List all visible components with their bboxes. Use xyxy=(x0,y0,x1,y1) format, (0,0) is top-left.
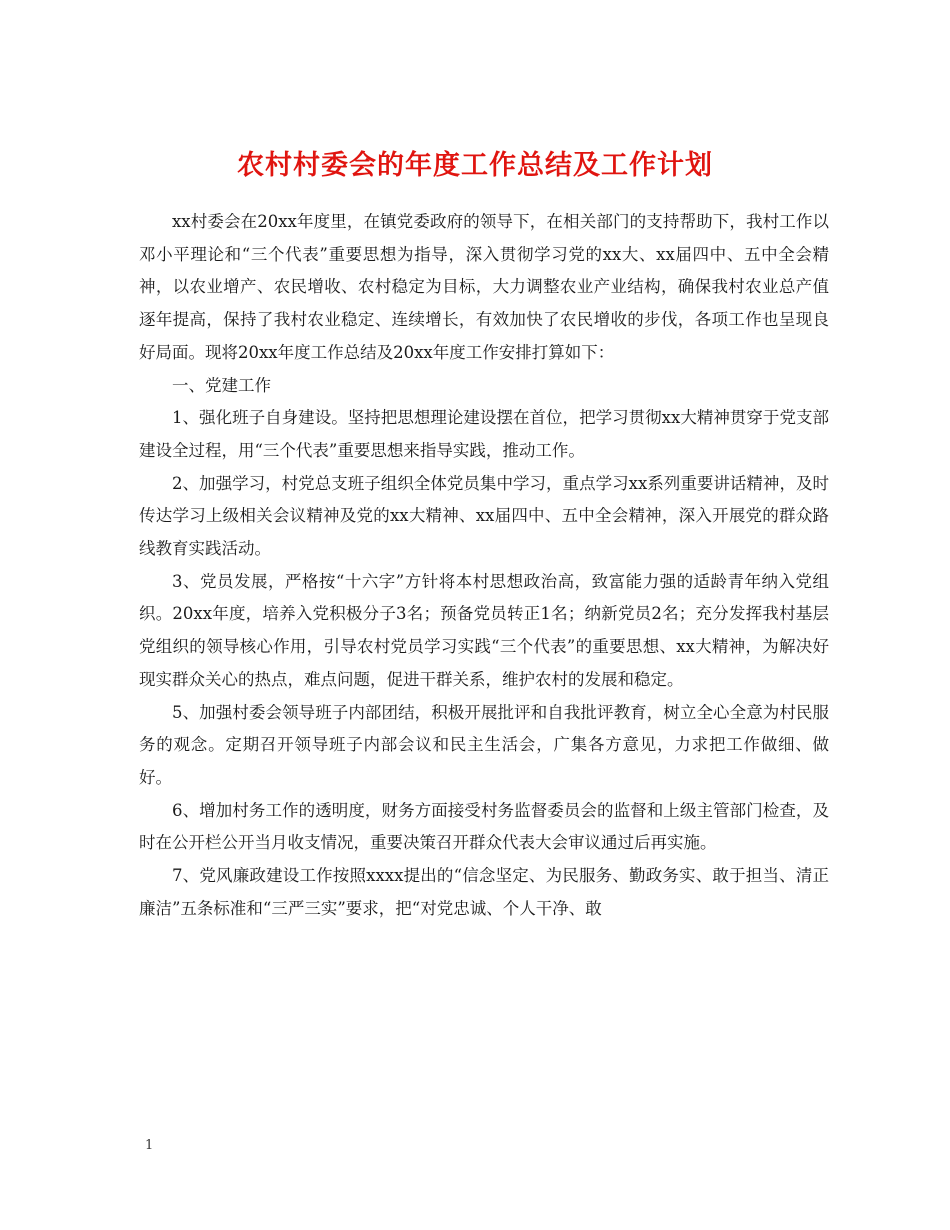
paragraph-item-1: 1、强化班子自身建设。坚持把思想理论建设摆在首位，把学习贯彻xx大精神贯穿于党支部建设全过程，用“三个代表”重要思想来指导实践，推动工作。 xyxy=(139,408,829,460)
document-title: 农村村委会的年度工作总结及工作计划 xyxy=(237,150,713,182)
paragraph-item-3: 3、党员发展，严格按“十六字”方针将本村思想政治高，致富能力强的适龄青年纳入党组织。20xx年度，培养入党积极分子3名；预备党员转正1名；纳新党员2名；充分发挥我村基层党组织的领导核心作用，引导农村党员学习实践“三个代表”的重要思想、xx大精神，为解决好现实群众关心的热点，难点问题，促进干群关系，维护农村的发展和稳定。 xyxy=(139,571,829,689)
paragraph-item-5: 5、加强村委会领导班子内部团结，积极开展批评和自我批评教育，树立全心全意为村民服务的观念。定期召开领导班子内部会议和民主生活会，广集各方意见，力求把工作做细、做好。 xyxy=(139,702,829,787)
paragraph-item-6: 6、增加村务工作的透明度，财务方面接受村务监督委员会的监督和上级主管部门检查，及时在公开栏公开当月收支情况，重要决策召开群众代表大会审议通过后再实施。 xyxy=(139,800,829,853)
paragraph-item-2: 2、加强学习，村党总支班子组织全体党员集中学习，重点学习xx系列重要讲话精神，及时传达学习上级相关会议精神及党的xx大精神、xx届四中、五中全会精神，深入开展党的群众路线教育实践活动。 xyxy=(139,473,829,559)
section-heading-party-building: 一、党建工作 xyxy=(172,375,271,395)
paragraph-item-7: 7、党风廉政建设工作按照xxxx提出的“信念坚定、为民服务、勤政务实、敢于担当、清正廉洁”五条标准和“三严三实”要求，把“对党忠诚、个人干净、敢 xyxy=(139,866,829,918)
paragraph-intro: xx村委会在20xx年度里，在镇党委政府的领导下，在相关部门的支持帮助下，我村工作以邓小平理论和“三个代表”重要思想为指导，深入贯彻学习党的xx大、xx届四中、五中全会精神，以农业增产、农民增收、农村稳定为目标，大力调整农业产业结构，确保我村农业总产值逐年提高，保持了我村农业稳定、连续增长，有效加快了农民增收的步伐，各项工作也呈现良好局面。现将20xx年度工作总结及20xx年度工作安排打算如下： xyxy=(139,212,829,362)
page-number: 1 xyxy=(145,1138,154,1153)
document-body xyxy=(139,206,829,925)
